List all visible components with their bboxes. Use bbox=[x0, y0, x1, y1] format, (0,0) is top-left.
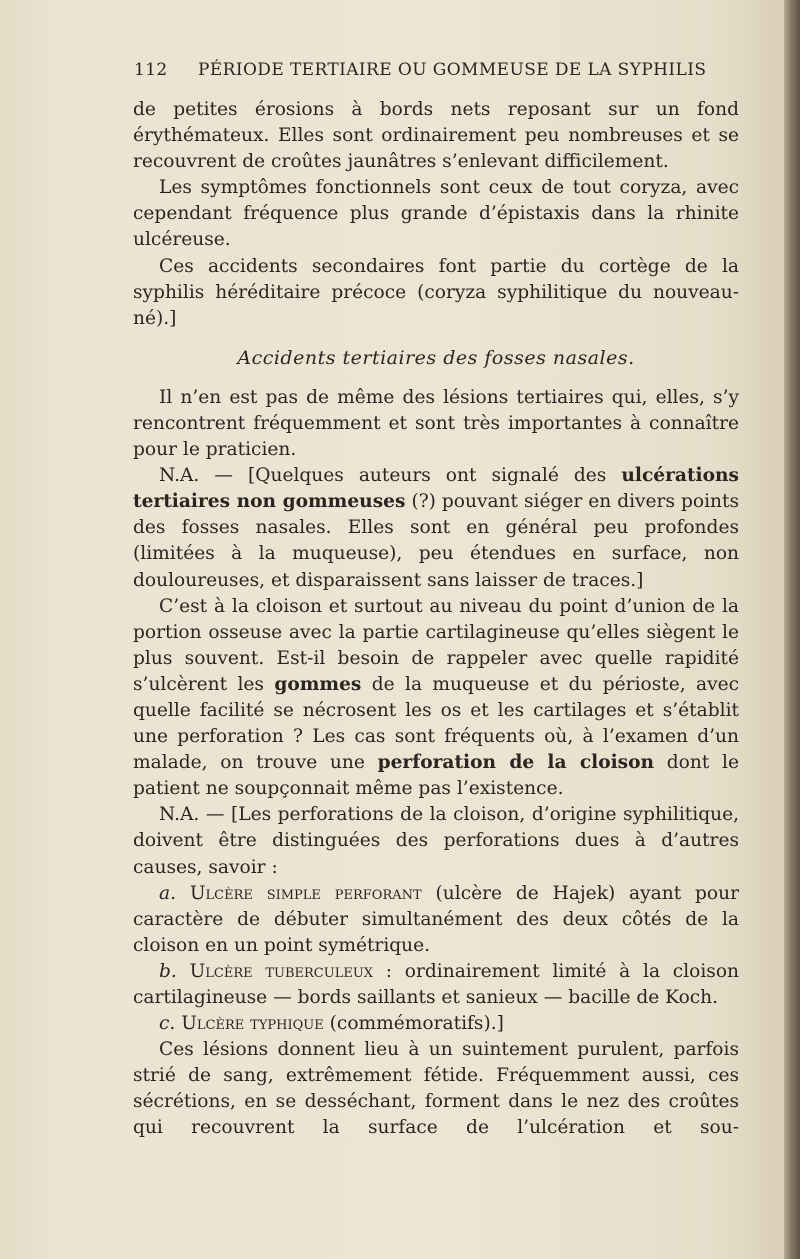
bold-term: gommes bbox=[274, 673, 362, 695]
page-number: 112 bbox=[134, 60, 168, 80]
text-run: (commémoratifs).] bbox=[323, 1013, 504, 1035]
paragraph: Ces accidents secondaires font partie du cortège de la syphilis héréditaire précoce (coryza syphilitique du nouveau-né).] bbox=[133, 255, 739, 329]
running-header bbox=[134, 60, 740, 84]
paragraph: de petites érosions à bords nets reposant sur un fond érythémateux. Elles sont ordinairement peu nombreuses et se recouvrent de croûtes jaunâtres s’enlevant difficilement. bbox=[133, 99, 739, 173]
list-item bbox=[133, 1011, 739, 1037]
section-heading: Accidents tertiaires des fosses nasales. bbox=[237, 346, 635, 369]
item-term: Ulcère tuberculeux bbox=[189, 960, 374, 982]
item-letter: c. bbox=[159, 1013, 176, 1035]
list-item bbox=[133, 881, 739, 959]
page-edge bbox=[784, 0, 800, 1259]
paragraph: Les symptômes fonctionnels sont ceux de tout coryza, avec cependant fréquence plus grande d’épistaxis dans la rhinite ulcéreuse. bbox=[133, 177, 739, 251]
bold-term: perforation de la cloison bbox=[377, 752, 655, 774]
list-item bbox=[133, 959, 739, 1011]
running-title: PÉRIODE TERTIAIRE OU GOMMEUSE DE LA SYPHILIS bbox=[198, 60, 707, 80]
text-run: de la muqueuse et du périoste, avec quelle facilité se nécrosent les os et les cartilages et s’établit une perforation ? Les cas sont fréquents où, à l’examen d’un malade, on trouve une bbox=[133, 673, 739, 774]
paragraph: Il n’en est pas de même des lésions tertiaires qui, elles, s’y rencontrent fréquemment et sont très importantes à connaître pour le praticien. bbox=[133, 386, 739, 461]
item-term: Ulcère simple perforant bbox=[189, 882, 422, 904]
item-letter: b. bbox=[159, 960, 177, 982]
item-letter: a. bbox=[159, 882, 176, 904]
text-run: C’est à la cloison et surtout au niveau du point d’union de la portion osseuse avec la partie cartilagineuse qu’elles siègent le plus souvent. Est-il besoin de rappeler avec quelle rapidité s’ulcèrent les bbox=[133, 595, 739, 695]
paragraph bbox=[133, 463, 739, 593]
paragraph bbox=[133, 594, 739, 803]
paragraph: Ces lésions donnent lieu à un suintement purulent, parfois strié de sang, extrêmement fétide. Fréquemment aussi, ces sécrétions, en se desséchant, forment dans le nez des croûtes qui recouvrent la surface de l’ulcération et sou- bbox=[133, 1039, 739, 1139]
paragraph: N.A. — [Les perforations de la cloison, d’origine syphilitique, doivent être distinguées des perforations dues à d’autres causes, savoir : bbox=[133, 804, 739, 878]
text-run: : ordinairement limité à la cloison cartilagineuse — bords saillants et sanieux — bacille de Koch. bbox=[133, 960, 739, 1008]
item-term: Ulcère typhique bbox=[181, 1013, 324, 1035]
text-run: dont le patient ne soupçonnait même pas l’existence. bbox=[133, 752, 739, 800]
text-run: (ulcère de Hajek) ayant pour caractère de débuter simultanément des deux côtés de la cloison en un point symétrique. bbox=[133, 882, 739, 956]
text-run: N.A. — [Quelques auteurs ont signalé des bbox=[159, 465, 622, 487]
bold-term: ulcérations tertiaires non gommeuses bbox=[133, 465, 739, 513]
text-run: (?) pouvant siéger en divers points des fosses nasales. Elles sont en général peu profondes (limitées à la muqueuse), peu étendues en surface, non douloureuses, et disparaissent sans laisser de traces.] bbox=[133, 491, 740, 591]
page-body bbox=[133, 97, 739, 1142]
